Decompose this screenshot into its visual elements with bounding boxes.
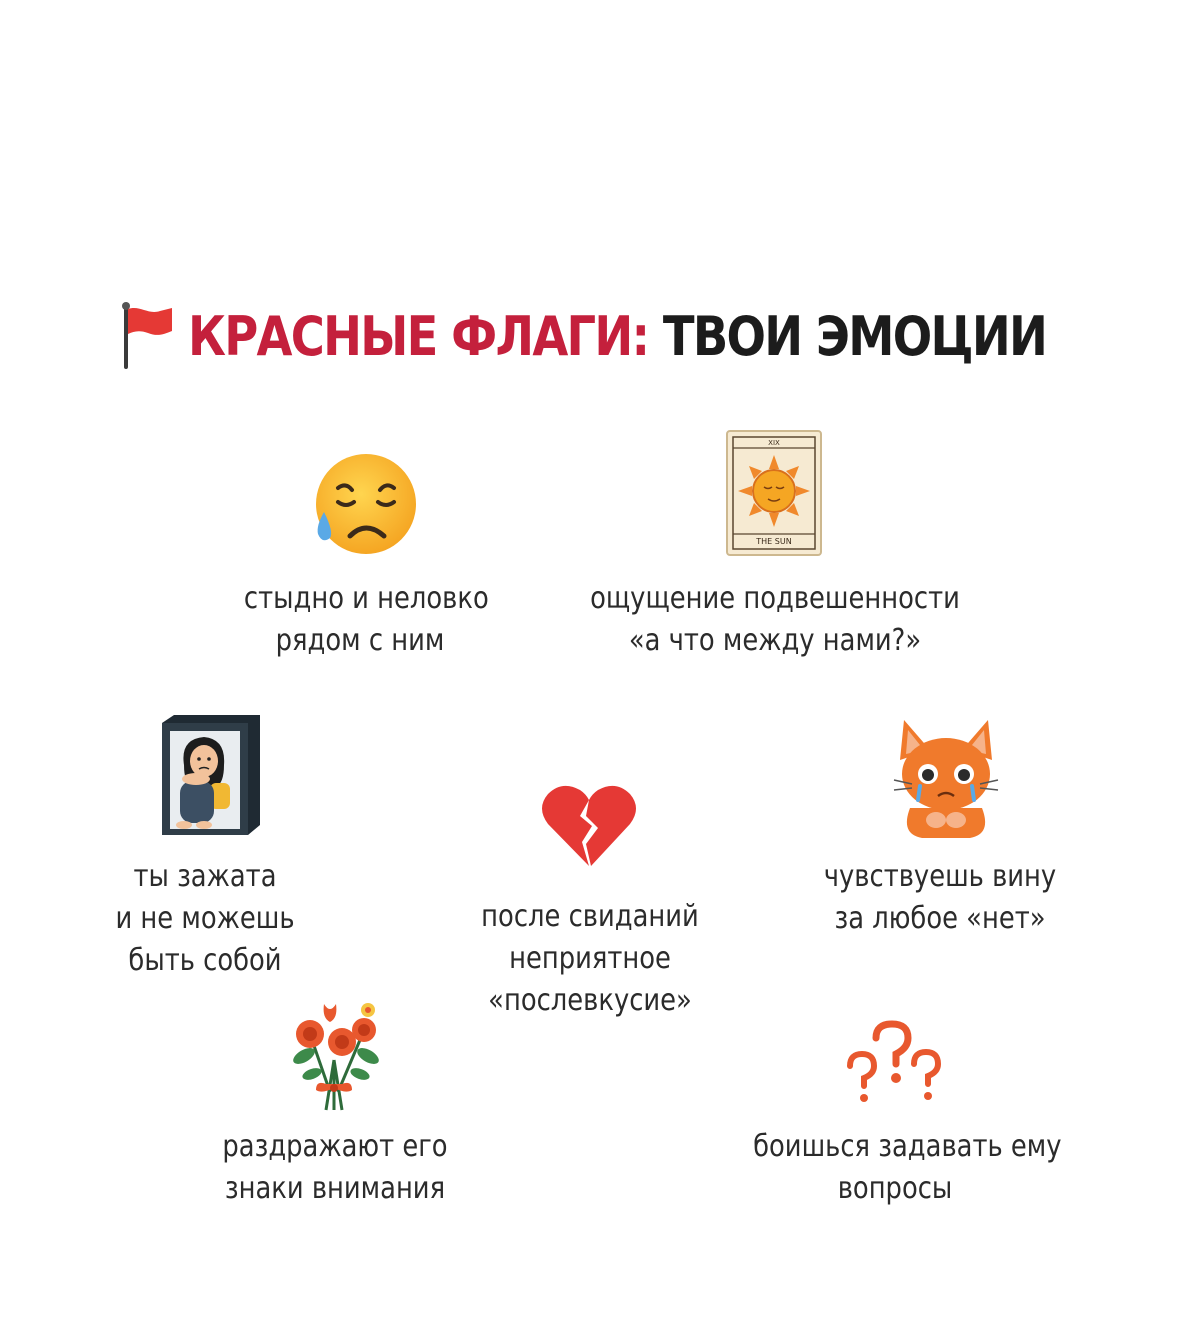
caption-line: раздражают его [222, 1129, 448, 1164]
caption-line: рядом с ним [275, 623, 445, 658]
question-marks-icon [842, 1020, 946, 1108]
caption-line: неприятное [509, 941, 671, 976]
card-top-label: XIX [768, 439, 780, 447]
broken-heart-icon [540, 782, 638, 868]
girl-in-box-icon [158, 713, 262, 837]
caption-line: быть собой [128, 943, 282, 978]
caption-line: «а что между нами?» [628, 623, 922, 658]
title-dark-part: ТВОИ ЭМОЦИИ [662, 304, 1047, 368]
sad-face-icon [308, 452, 420, 558]
flower-bouquet-icon [282, 1000, 390, 1114]
caption-line: вопросы [837, 1171, 953, 1206]
caption-line: стыдно и неловко [243, 581, 489, 616]
caption-line: боишься задавать ему [753, 1129, 1062, 1164]
red-flag-icon [118, 301, 174, 371]
title-red-part: КРАСНЫЕ ФЛАГИ: [188, 304, 649, 368]
caption-line: после свиданий [481, 899, 699, 934]
crying-cat-icon [890, 716, 1002, 840]
caption-line: чувствуешь вину [823, 859, 1057, 894]
caption-line: «послевкусие» [488, 983, 692, 1018]
caption-line: и не можешь [115, 901, 295, 936]
card-bottom-label: THE SUN [756, 537, 792, 546]
caption-line: ты зажата [133, 859, 277, 894]
page-title [118, 298, 1179, 374]
caption-line: ощущение подвешенности [590, 581, 960, 616]
tarot-card-labels [726, 430, 822, 556]
caption-line: знаки внимания [224, 1171, 446, 1206]
caption-line: за любое «нет» [834, 901, 1046, 936]
